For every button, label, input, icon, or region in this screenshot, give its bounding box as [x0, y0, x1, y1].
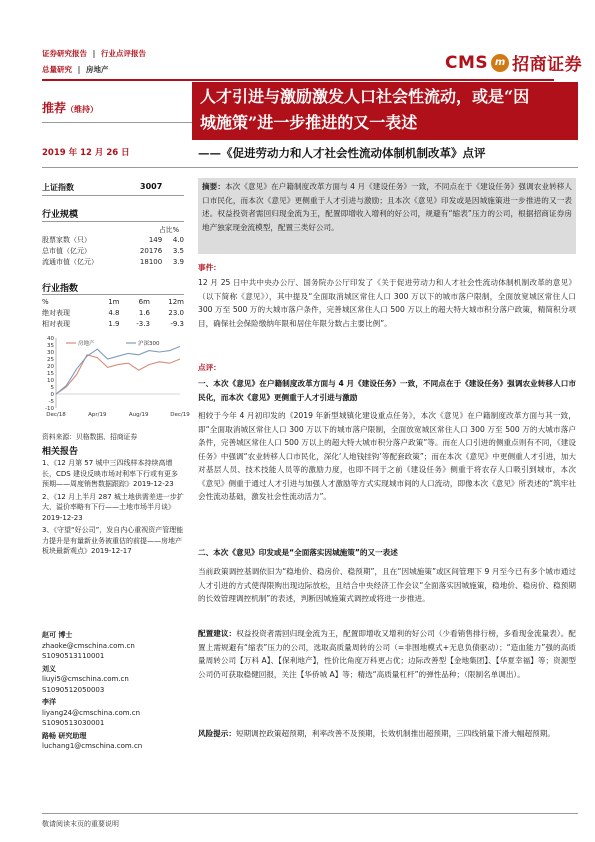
- index-row-value: -9.3: [170, 319, 184, 328]
- summary-label: 摘要：: [202, 182, 225, 191]
- analyst-card: [42, 731, 184, 752]
- comment-p2-text: 当前政策调控基调依旧为“稳地价、稳房价、稳预期”，且在“因城施策”或区间管理下 9 月至今已有多个城市通过人才引进的方式使得限购出现边际放松，且结合中央经济工作会议“全面落实因城施策，稳地价、稳房价、稳预期的长效管理调控机制”的表述，判断因城施策式调控或将进一步推进。: [198, 567, 576, 603]
- allocation-label: 配置建议：: [198, 629, 237, 638]
- index-value: 3007: [140, 182, 163, 191]
- industry-performance-chart: [40, 334, 190, 424]
- industry-index-title: 行业指数: [42, 284, 79, 294]
- index-row-name: 绝对表现: [42, 308, 70, 317]
- analyst-card: [42, 630, 184, 662]
- comment-p1-text: 相较于今年 4 月初印发的《2019 年新型城镇化建设重点任务》，本次《意见》在户籍制度改革方面与其一致，即“全面取消城区常住人口 300 万以下的城市落户限制，全面放宽城区常住人口 300 万至 500 万的大城市落户条件，完善城区常住人口 500 万以上的超大特大城市积分落户政策”等。而在人口引进的侧重点则有不同，《建设任务》中强调“农业转移人口市民化，深化‘人地钱挂钩’等配套政策”；而在本次《意见》中更侧重人才引进，加大对基层人员、技术技能人员等的激励力度，也即不同于之前《建设任务》侧重于将农存人口吸引到城市，本次《意见》侧重于通过人才引进与加强人才激励等方式实现城市间的人口流动，即像本次《意见》所表述的“筑牢社会性流动基础，激发社会性流动活力”。: [198, 411, 576, 501]
- analyst-name: 李洋: [42, 698, 56, 706]
- x-tick-label: Aug/19: [128, 412, 149, 418]
- subtitle-rule: [42, 167, 578, 168]
- logo-mark-icon: m: [491, 54, 509, 72]
- analyst-email[interactable]: liuyi5@cmschina.com.cn: [42, 675, 129, 683]
- table-row: [40, 256, 186, 267]
- event-title: 事件：: [198, 263, 221, 272]
- related-report-item[interactable]: 1、《12 月第 57 城中三四线样本持续高增长，CDS 建设反映市场对利率下行或有更多预期——周度销售数据跟踪》2019-12-23: [42, 459, 178, 488]
- series-line: [56, 346, 180, 394]
- y-tick-label: -5: [48, 399, 54, 405]
- x-tick-label: Dec/18: [46, 412, 66, 418]
- report-type-line1: 证券研究报告 | 行业点评报告: [42, 49, 146, 58]
- x-tick-label: Apr/19: [88, 412, 107, 418]
- industry-index-rule: [42, 294, 184, 295]
- scale-row-value: 20176: [139, 246, 163, 255]
- series-line: [56, 355, 180, 394]
- logo-cn-text: 招商证券: [512, 55, 583, 75]
- index-row-name: 相对表现: [42, 319, 70, 328]
- industry-scale-table: [40, 234, 186, 267]
- y-tick-label: 15: [47, 371, 54, 377]
- y-tick-label: 30: [47, 350, 54, 356]
- industry-scale-rule: [42, 221, 184, 222]
- comment-p1-heading: 一、本次《意见》在户籍制度改革方面与 4 月《建设任务》一致，不同点在于《建设任务》强调农业转移人口市民化，而本次《意见》更侧重于人才引进与激励: [198, 379, 576, 402]
- allocation-advice: [198, 627, 576, 681]
- cms-logo: [445, 50, 582, 75]
- title-line2: 城施策”进一步推进的又一表述: [200, 113, 418, 132]
- analyst-email[interactable]: liyang24@cmschina.com.cn: [42, 708, 141, 717]
- y-tick-label: -10: [45, 406, 54, 412]
- scale-row-name: 总市值（亿元）: [42, 246, 91, 255]
- risk-label: 风险提示：: [198, 729, 236, 738]
- report-type-line2: 总量研究 | 房地产: [42, 65, 109, 74]
- table-row: [40, 307, 186, 318]
- table-header-row: [40, 296, 186, 307]
- scale-row-pct: 3.5: [172, 246, 184, 255]
- rating-label: 推荐: [42, 101, 67, 115]
- footer-disclaimer: 敬请阅读末页的重要说明: [42, 820, 119, 828]
- related-reports-title: 相关报告: [42, 447, 79, 457]
- risk-text: 短期调控政策超预期，利率改善不及预期，长效机制推出超预期，三四线销量下滑大幅超预期。: [235, 729, 555, 738]
- logo-cms-text: CMS: [445, 52, 489, 73]
- comment-p2-heading: 二、本次《意见》印发或是“全面落实因城施策”的又一表述: [198, 548, 398, 557]
- index-row-value: 23.0: [168, 308, 184, 317]
- table-row: [40, 318, 186, 329]
- y-tick-label: 5: [50, 385, 54, 391]
- report-date: 2019 年 12 月 26 日: [42, 148, 130, 158]
- scale-col-header: 占比%: [159, 226, 180, 234]
- scale-row-pct: 3.9: [172, 257, 184, 266]
- analyst-name: 路畅 研究助理: [42, 731, 87, 740]
- y-tick-label: 0: [50, 392, 54, 398]
- index-col-header: %: [42, 297, 49, 306]
- index-row-value: -3.3: [136, 319, 150, 328]
- index-row-value: 4.8: [108, 308, 120, 317]
- table-row: [40, 234, 186, 245]
- report-type-label: 证券研究报告: [42, 49, 87, 58]
- index-col-header: 6m: [138, 297, 150, 306]
- report-subtitle: ——《促进劳动力和人才社会性流动体制机制改革》点评: [198, 146, 486, 160]
- report-title: [192, 82, 578, 140]
- footer-rule: [42, 813, 578, 814]
- risk-warning: [198, 727, 576, 741]
- x-tick-label: Dec/19: [170, 412, 190, 418]
- scale-row-value: 18100: [139, 257, 163, 266]
- summary-text: 本次《意见》在户籍制度改革方面与 4 月《建设任务》一致，不同点在于《建设任务》强调农业转移人口市民化，而本次《意见》更侧重于人才引进与激励；且本次《意见》印发或是因城施策进一步推进的又一表述。权益投资者需回归现金流为王，配置即增收入增利的好公司，规避有“缩表”压力的公司，根据招商证券房地产独家现金流模型，配置三类好公司。: [202, 182, 573, 232]
- index-row-value: 1.9: [108, 319, 120, 328]
- event-text: 12 月 25 日中共中央办公厅、国务院办公厅印发了《关于促进劳动力和人才社会性流动体制机制改革的意见》（以下简称《意见》），其中提及“全面取消城区常住人口 300 万以下的城市落户限制，全面放宽城区常住人口 300 万至 500 万的大城市落户条件，完善城区常住人口 500 万以上的超大特大城市积分落户政策，精简积分项目，确保社会保险缴纳年限和居住年限分数占主要比例”。: [198, 278, 576, 328]
- report-category-label: 行业点评报告: [101, 49, 146, 58]
- chart-source-note: 资料来源：贝格数据、招商证券: [42, 433, 138, 441]
- analyst-card: [42, 664, 184, 696]
- header-rule: [42, 79, 554, 81]
- title-line1: 人才引进与激励激发人口社会性流动，或是“因: [200, 87, 530, 106]
- analyst-email[interactable]: luchang1@cmschina.com.cn: [42, 742, 143, 750]
- index-row-value: 1.6: [138, 308, 150, 317]
- industry-index-table: [40, 296, 186, 329]
- analyst-name: 刘义: [42, 664, 56, 673]
- scale-row-name: 股票家数（只）: [42, 235, 91, 244]
- related-report-item[interactable]: 2、《12 月上半月 287 城土地供需差进一步扩大，溢价率略有下行——土地市场半月谈》2019-12-23: [42, 492, 184, 522]
- comment-title: 点评：: [198, 363, 221, 372]
- legend-label: 沪深300: [138, 341, 160, 347]
- analyst-cert: S1090513030001: [42, 719, 105, 727]
- scale-row-name: 流通市值（亿元）: [42, 257, 98, 266]
- index-col-header: 12m: [168, 297, 184, 306]
- research-type-label: 总量研究: [42, 65, 72, 74]
- index-rule: [42, 195, 184, 196]
- y-tick-label: 40: [47, 336, 54, 342]
- analyst-list: [42, 630, 184, 752]
- rating-badge: [42, 99, 98, 116]
- rating-rule: [42, 122, 192, 123]
- scale-row-pct: 4.0: [172, 235, 184, 244]
- y-tick-label: 10: [47, 378, 54, 384]
- allocation-text: 权益投资者需回归现金流为王，配置即增收又增利的好公司（少看销售排行榜，多看现金流量表）。配置上需规避有“缩表”压力的公司，选取高质量周转的公司（=非围地模式+无息负债驱动）；“造血能力”强的高质量周转公司【万科 A】、【保利地产】，性价比角度万科更占优；边际改善型【金地集团】、【华夏幸福】等；资源型公司仍可获取稳健回报，关注【华侨城 A】等；精选“高质量杠杆”的弹性品种；（限制名单调出）。: [198, 629, 576, 679]
- related-reports-list: [42, 458, 184, 557]
- y-tick-label: 25: [47, 357, 54, 363]
- table-row: [40, 245, 186, 256]
- industry-label: 房地产: [86, 65, 109, 74]
- analyst-cert: S1090513110001: [42, 652, 105, 660]
- industry-scale-title: 行业规模: [42, 210, 79, 220]
- analyst-email[interactable]: zhaoke@cmschina.com.cn: [42, 641, 135, 650]
- scale-row-value: 149: [148, 235, 163, 244]
- index-col-header: 1m: [108, 297, 120, 306]
- analyst-cert: S1090512050003: [42, 685, 105, 694]
- index-label: 上证指数: [42, 183, 74, 192]
- summary-box: [198, 178, 576, 254]
- analyst-name: 赵可 博士: [42, 631, 73, 639]
- rating-sub: （维持）: [66, 105, 99, 114]
- legend-label: 房地产: [78, 341, 95, 347]
- y-tick-label: 35: [47, 343, 54, 349]
- analyst-card: [42, 697, 184, 729]
- related-report-item[interactable]: 3、《守望“好公司”，发自内心重视资产管理能力提升是有量新业务被重估的前提——房地产板块最新观点》2019-12-17: [42, 526, 184, 555]
- y-tick-label: 20: [47, 364, 54, 370]
